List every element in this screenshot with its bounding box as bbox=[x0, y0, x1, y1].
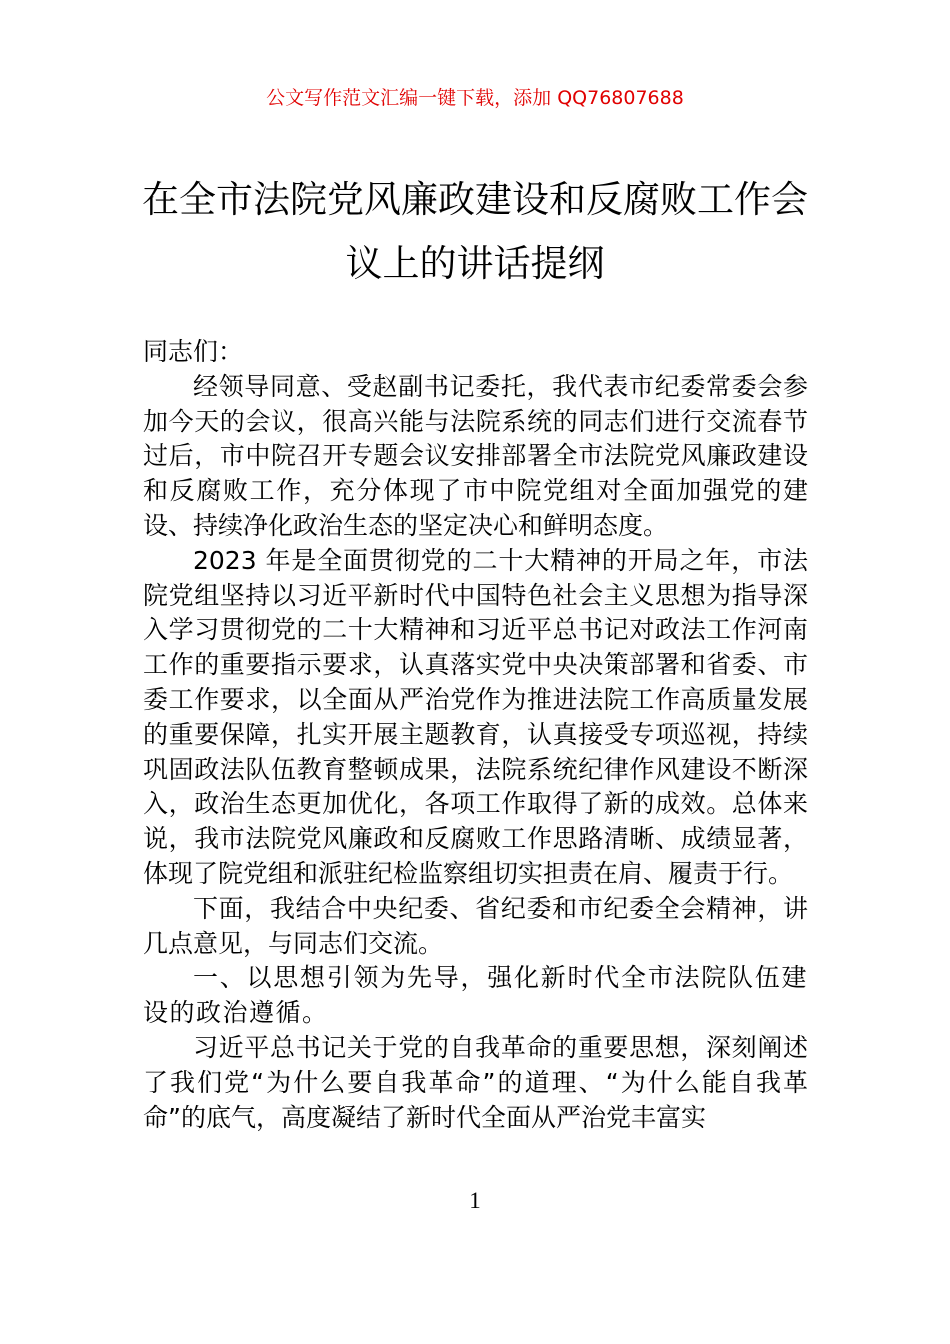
title-line-1: 在全市法院党风廉政建设和反腐败工作会 bbox=[142, 178, 808, 221]
title-line-2: 议上的讲话提纲 bbox=[345, 242, 605, 285]
header-note: 公文写作范文汇编一键下载，添加 QQ76807688 bbox=[266, 87, 684, 109]
section-heading-1: 一、以思想引领为先导，强化新时代全市法院队伍建设的政治遵循。 bbox=[143, 963, 808, 1028]
paragraph-1: 经领导同意、受赵副书记委托，我代表市纪委常委会参加今天的会议，很高兴能与法院系统的同志们进行交流春节过后，市中院召开专题会议安排部署全市法院党风廉政建设和反腐败工作，充分体现了市中院党组对全面加强党的建设、持续净化政治生态的坚定决心和鲜明态度。 bbox=[143, 371, 808, 540]
paragraph-2: 2023 年是全面贯彻党的二十大精神的开局之年，市法院党组坚持以习近平新时代中国特色社会主义思想为指导深入学习贯彻党的二十大精神和习近平总书记对政法工作河南工作的重要指示要求，认真落实党中央决策部署和省委、市委工作要求，以全面从严治党作为推进法院工作高质量发展的重要保障，扎实开展主题教育，认真接受专项巡视，持续巩固政法队伍教育整顿成果，法院系统纪律作风建设不断深入，政治生态更加优化，各项工作取得了新的成效。总体来说，我市法院党风廉政和反腐败工作思路清晰、成绩显著，体现了院党组和派驻纪检监察组切实担责在肩、履责于行。 bbox=[143, 545, 808, 888]
page-number: 1 bbox=[469, 1188, 481, 1213]
document-body bbox=[143, 335, 808, 1135]
paragraph-4: 习近平总书记关于党的自我革命的重要思想，深刻阐述了我们党“为什么要自我革命”的道理、“为什么能自我革命”的底气，高度凝结了新时代全面从严治党丰富实 bbox=[143, 1032, 808, 1132]
salutation: 同志们： bbox=[143, 337, 244, 366]
paragraph-3: 下面，我结合中央纪委、省纪委和市纪委全会精神，讲几点意见，与同志们交流。 bbox=[143, 893, 808, 958]
document-title bbox=[140, 168, 810, 296]
